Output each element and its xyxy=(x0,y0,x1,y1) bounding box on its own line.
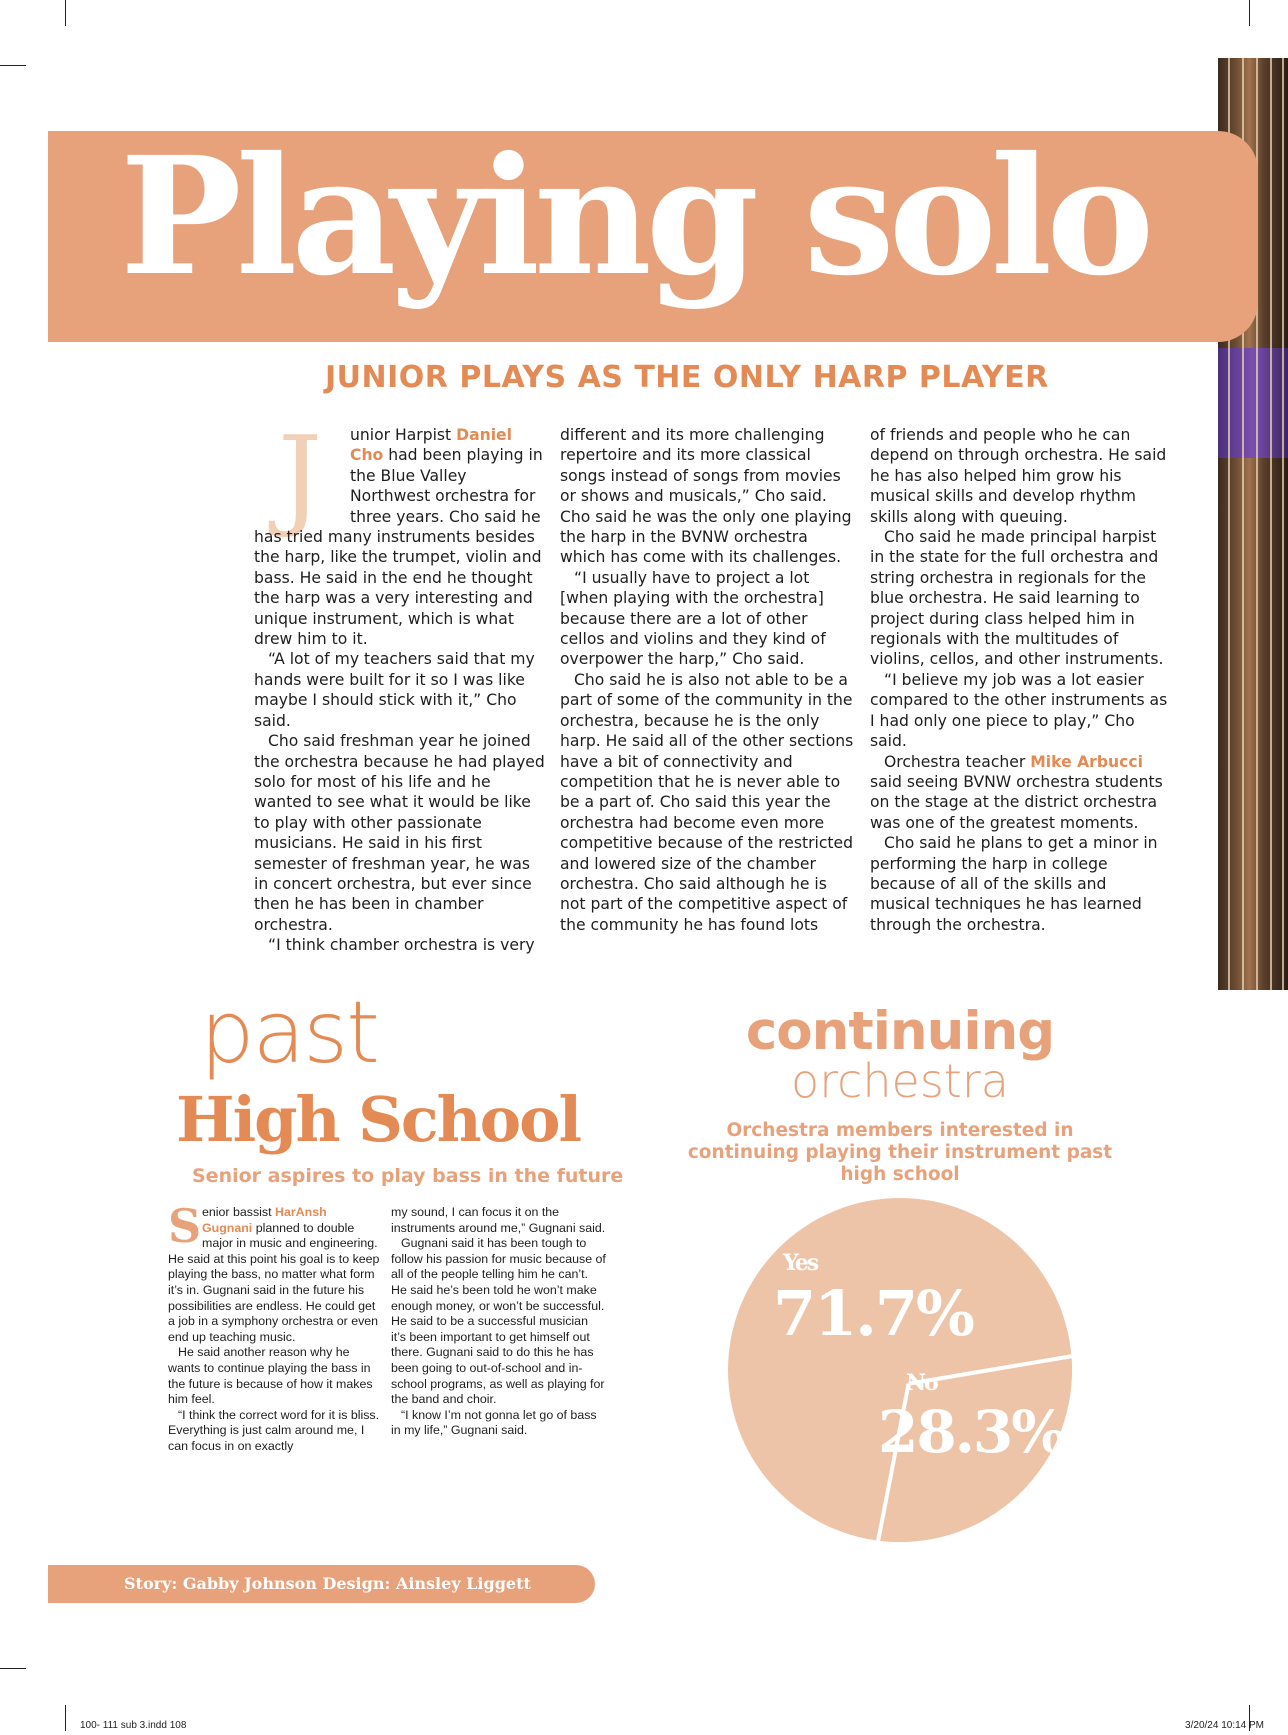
story-paragraph: Cho said he is also not able to be a part of some of the community in the orchestra, because he is the only harp. He said all of the other sections have a bit of connectivity and competition that he is never able to be a part of. Cho said this year the orchestra had become even more competitive because of the restricted and lowered size of the chamber orchestra. Cho said although he is not part of the competitive aspect of the community he has found lots xyxy=(560,670,854,934)
crop-mark xyxy=(65,0,66,26)
pie-label-yes-value: 71.7% xyxy=(773,1277,973,1350)
page-title: Playing solo xyxy=(120,122,1149,312)
story-paragraph: Cho said he plans to get a minor in performing the harp in college because of all of the skills and musical techniques he has learned through the orchestra. xyxy=(870,834,1158,934)
person-name: Daniel Cho xyxy=(350,426,512,465)
sidebar-paragraph: “I think the correct word for it is bliss. Everything is just calm around me, I can focus in on exactly xyxy=(168,1407,380,1453)
credits-text: Story: Gabby Johnson Design: Ainsley Liggett xyxy=(124,1574,531,1593)
paragraph-text: Orchestra teacher xyxy=(884,752,1031,771)
pie-chart xyxy=(720,1190,1080,1550)
harp-string xyxy=(1282,58,1284,990)
paragraph-text: said seeing BVNW orchestra students on the stage at the district orchestra was one of the greatest moments. xyxy=(870,772,1163,832)
sidebar-subhead: Senior aspires to play bass in the future xyxy=(192,1165,624,1187)
story-paragraph: “I usually have to project a lot [when playing with the orchestra] because there are a lot of other cellos and violins and they kind of overpower the harp,” Cho said. xyxy=(560,568,826,669)
sidebar-column-2 xyxy=(391,1205,606,1439)
credits-bar xyxy=(48,1565,595,1603)
story-paragraph: different and its more challenging repertoire and its more classical songs instead of songs from movies or shows and musicals,” Cho said. Cho said he was the only one playing the harp in the BVNW orchestra which has come with its challenges. xyxy=(560,426,852,567)
pie-label-no-value: 28.3% xyxy=(878,1398,1065,1466)
story-paragraph: “I believe my job was a lot easier compared to the other instruments as I had only one piece to play,” Cho said. xyxy=(870,670,1168,751)
story-paragraph: of friends and people who he can depend on through orchestra. He said he has also helped him grow his musical skills and develop rhythm skills along with queuing. xyxy=(870,426,1167,526)
infographic-title: continuing xyxy=(745,1001,1055,1062)
crop-mark xyxy=(1249,0,1250,26)
sidebar-paragraph: He said another reason why he wants to continue playing the bass in the future is because of how it makes him feel. xyxy=(168,1345,373,1407)
story-paragraph: Cho said he made principal harpist in the state for the full orchestra and string orchestra in regionals for the blue orchestra. He said learning to project during class helped him in regionals with the multitudes of violins, cellos, and other instruments. xyxy=(870,528,1164,669)
story-column-2 xyxy=(560,425,855,935)
crop-mark xyxy=(0,1668,26,1669)
sidebar-paragraph: “I know I’m not gonna let go of bass in my life,” Gugnani said. xyxy=(391,1407,597,1438)
infographic-subtitle: orchestra xyxy=(791,1054,1009,1108)
print-slug-date: 3/20/24 10:14 PM xyxy=(1185,1720,1264,1731)
story-column-1 xyxy=(254,412,548,956)
story-column-3 xyxy=(870,425,1170,935)
story-subtitle: JUNIOR PLAYS AS THE ONLY HARP PLAYER xyxy=(325,360,1049,395)
crop-mark xyxy=(65,1705,66,1731)
pie-caption: Orchestra members interested in continuing playing their instrument past high school xyxy=(687,1120,1113,1185)
paragraph-text: planned to double major in music and engineering. He said at this point his goal is to keep playing the bass, no matter what form it’s in. Gugnani said in the future his possibilities are endless. He could get a job in a symphony orchestra or even end up teaching music. xyxy=(168,1220,380,1344)
harp-string xyxy=(1270,58,1272,990)
story-paragraph: “I think chamber orchestra is very xyxy=(268,936,535,955)
person-name: HarAnsh Gugnani xyxy=(202,1205,327,1235)
sidebar-kicker: past xyxy=(200,983,378,1083)
paragraph-text: unior Harpist xyxy=(350,426,457,444)
sidebar-paragraph: my sound, I can focus it on the instruments around me,” Gugnani said. xyxy=(391,1205,606,1235)
paragraph-text: enior bassist xyxy=(202,1205,276,1219)
print-slug-file: 100- 111 sub 3.indd 108 xyxy=(80,1720,187,1731)
sidebar-column-1 xyxy=(168,1199,380,1455)
story-paragraph: Cho said freshman year he joined the orchestra because he had played solo for most of his life and he wanted to see what it would be like to play with other passionate musicians. He said in his first semester of freshman year, he was in concert orchestra, but ever since then he has been in chamber orchestra. xyxy=(254,732,545,934)
crop-mark xyxy=(0,65,26,66)
drop-cap: J xyxy=(277,412,323,540)
person-name: Mike Arbucci xyxy=(1030,752,1143,771)
pie-label-yes-category: Yes xyxy=(783,1250,818,1276)
paragraph-text: had been playing in the Blue Valley Northwest orchestra for three years. Cho said he has tried many instruments besides the harp, like the trumpet, violin and bass. He said in the end he thought the harp was a very interesting and unique instrument, which is what drew him to it. xyxy=(254,446,543,649)
story-paragraph xyxy=(870,752,1170,834)
story-paragraph: “A lot of my teachers said that my hands were built for it so I was like maybe I should stick with it,” Cho said. xyxy=(254,650,535,730)
pie-label-no-category: No xyxy=(906,1370,937,1396)
sidebar-heading: High School xyxy=(176,1083,581,1156)
drop-cap: S xyxy=(168,1199,202,1253)
sidebar-paragraph: Gugnani said it has been tough to follow his passion for music because of all of the people telling him he can’t. He said he’s been told he won’t make enough money, or won’t be successful. He said to be a successful musician it’s been important to get himself out there. Gugnani said to do this he has been going to out-of-school and in-school programs, as well as playing for the band and choir. xyxy=(391,1236,606,1407)
